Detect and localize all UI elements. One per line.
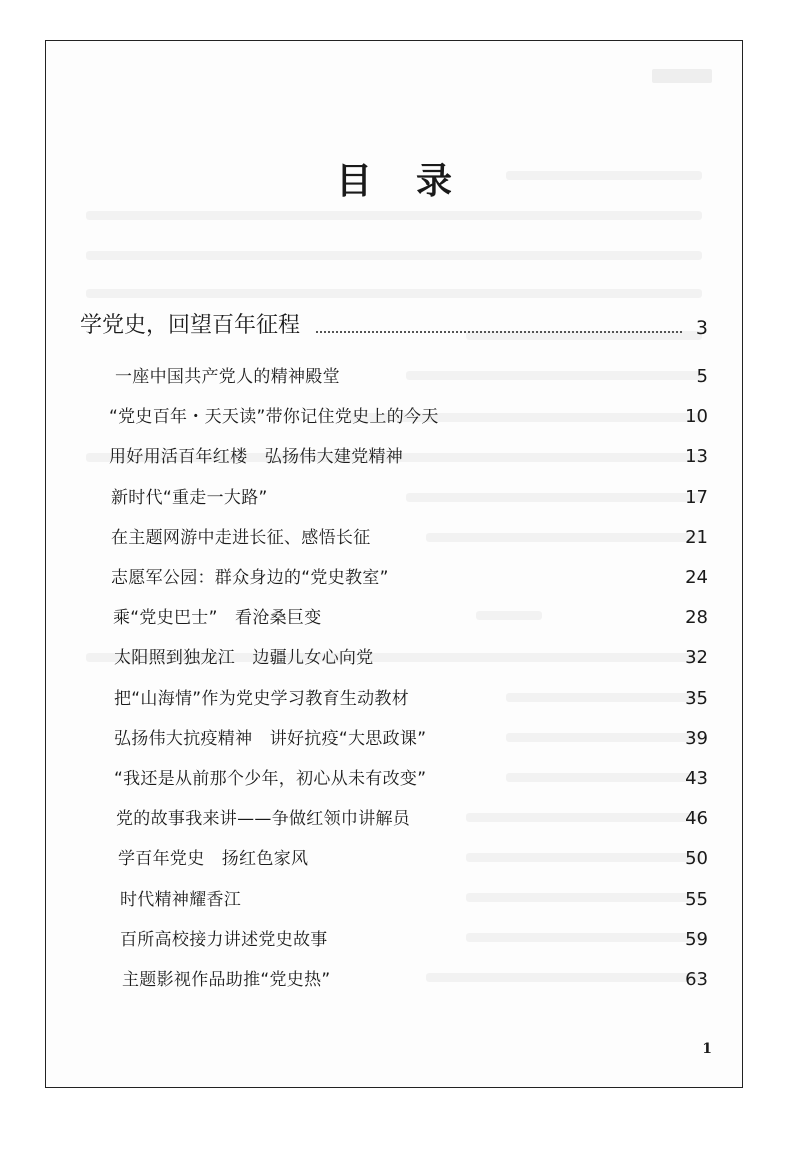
toc-entry-title: “党史百年・天天读”带你记住党史上的今天 bbox=[109, 407, 439, 428]
toc-entry-title: 乘“党史巴士” 看沧桑巨变 bbox=[113, 608, 322, 629]
toc-entry[interactable] bbox=[114, 683, 708, 709]
toc-entry[interactable] bbox=[109, 441, 708, 467]
toc-entry-title: 把“山海情”作为党史学习教育生动教材 bbox=[114, 688, 410, 709]
toc-entry-title: “我还是从前那个少年，初心从未有改变” bbox=[114, 769, 427, 789]
toc-entry-page: 35 bbox=[685, 687, 708, 709]
toc-entry-title: 新时代“重走一大路” bbox=[111, 487, 268, 508]
toc-entry[interactable] bbox=[113, 602, 708, 628]
toc-entry[interactable] bbox=[114, 642, 708, 668]
toc-entry-page: 32 bbox=[685, 647, 708, 669]
toc-section[interactable] bbox=[80, 307, 708, 339]
toc-entry[interactable] bbox=[116, 803, 708, 829]
toc-entry-title: 百所高校接力讲述党史故事 bbox=[120, 929, 328, 950]
toc-entry-page: 59 bbox=[685, 928, 708, 950]
toc-entry-page: 13 bbox=[685, 446, 708, 468]
toc-entry[interactable] bbox=[122, 964, 708, 990]
toc-entry[interactable] bbox=[120, 924, 708, 950]
toc-entry-page: 5 bbox=[696, 366, 708, 387]
dot-leader bbox=[316, 331, 682, 333]
toc-entry-page: 43 bbox=[685, 768, 708, 789]
toc-entry[interactable] bbox=[114, 763, 708, 789]
toc-entry-title: 在主题网游中走进长征、感悟长征 bbox=[111, 527, 371, 548]
toc-entry[interactable] bbox=[111, 482, 708, 508]
toc-entry[interactable] bbox=[109, 401, 708, 427]
toc-entry-page: 24 bbox=[685, 567, 708, 588]
toc-entry-title: 太阳照到独龙江 边疆儿女心向党 bbox=[114, 648, 374, 669]
toc-section-page: 3 bbox=[695, 317, 708, 339]
toc-title bbox=[46, 153, 742, 204]
page-number: 1 bbox=[702, 1041, 712, 1057]
toc-entry[interactable] bbox=[115, 361, 708, 387]
toc-entry-title: 时代精神耀香江 bbox=[120, 889, 242, 910]
toc-entry-title: 主题影视作品助推“党史热” bbox=[122, 970, 331, 990]
toc-title-char: 目 bbox=[335, 161, 372, 202]
toc-entry-page: 63 bbox=[685, 969, 708, 990]
toc-title-char: 录 bbox=[416, 161, 453, 202]
toc-entry[interactable] bbox=[111, 522, 708, 548]
toc-entry-title: 用好用活百年红楼 弘扬伟大建党精神 bbox=[109, 447, 404, 468]
toc-entry-title: 志愿军公园：群众身边的“党史教室” bbox=[111, 568, 389, 588]
toc-entry-title: 党的故事我来讲——争做红领巾讲解员 bbox=[116, 809, 411, 830]
toc-entry[interactable] bbox=[111, 562, 708, 588]
toc-entry-page: 10 bbox=[685, 406, 708, 428]
toc-entry-title: 弘扬伟大抗疫精神 讲好抗疫“大思政课” bbox=[114, 728, 427, 749]
toc-entry-title: 学百年党史 扬红色家风 bbox=[118, 849, 309, 870]
toc-entry-page: 17 bbox=[685, 486, 708, 508]
toc-entry[interactable] bbox=[120, 884, 708, 910]
document-page bbox=[45, 40, 743, 1088]
toc-entry-page: 55 bbox=[685, 888, 708, 910]
toc-entry[interactable] bbox=[118, 843, 708, 869]
toc-entry[interactable] bbox=[114, 723, 708, 749]
toc-section-title: 学党史，回望百年征程 bbox=[80, 313, 301, 338]
toc-entry-page: 50 bbox=[685, 848, 708, 870]
toc-entry-page: 28 bbox=[685, 607, 708, 629]
toc-entry-title: 一座中国共产党人的精神殿堂 bbox=[115, 367, 340, 387]
toc-entry-page: 21 bbox=[685, 526, 708, 548]
toc-entry-page: 46 bbox=[685, 808, 708, 830]
toc-entry-page: 39 bbox=[685, 727, 708, 749]
